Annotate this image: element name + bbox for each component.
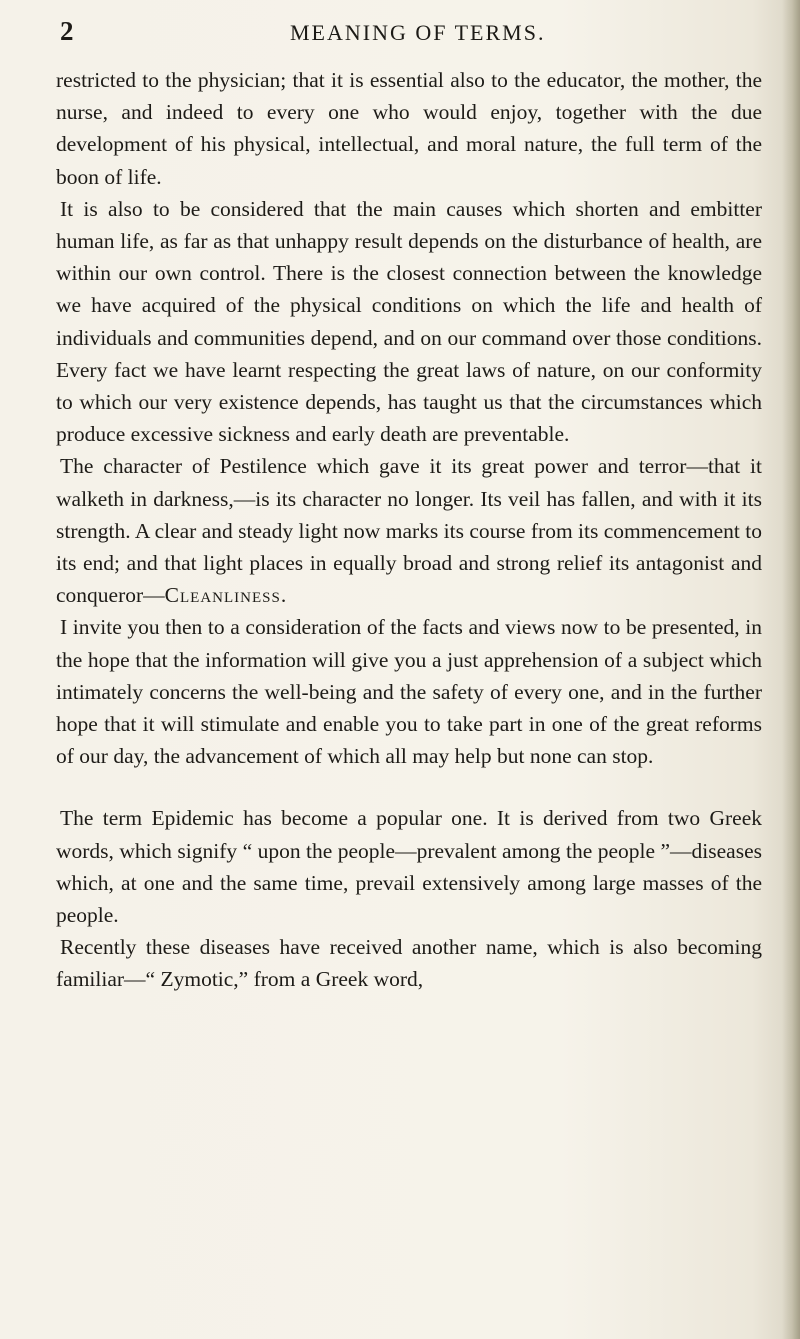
page-header [60,16,760,56]
cleanliness-emphasis: Cleanliness [164,583,281,608]
page-edge-shadow [782,0,800,1339]
paragraph-2: It is also to be considered that the main causes which shorten and embitter human life, as far as that unhappy result depends on the disturbance of health, are within our own control. There is the closest connection between the knowledge we have acquired of the physical conditions on which the life and health of individuals and communities depend, and on our command over those conditions. Every fact we have learnt respecting the great laws of nature, on our conformity to which our very existence depends, has taught us that the circumstances which produce excessive sickness and early death are preventable. [56,196,762,447]
paragraph-6: Recently these diseases have received another name, which is also becoming familiar—“ Zymotic,” from a Greek word, [56,935,762,992]
paragraph-3-text: The character of Pestilence which gave it its great power and terror—that it walketh in darkness,—is its character no longer. Its veil has fallen, and with it its strength. A clear and steady light now marks its course from its commencement to its end; and that light places in equally broad and strong relief its antagonist and conqueror— [56,454,762,608]
running-head: MEANING OF TERMS. [290,20,546,45]
paragraph-4: I invite you then to a consideration of the facts and views now to be presented, in the hope that the information will give you a just apprehension of a subject which intimately concerns the well-being and the safety of every one, and in the further hope that it will stimulate and enable you to take part in one of the great reforms of our day, the advancement of which all may help but none can stop. [56,615,762,769]
body-text [56,64,762,996]
paragraph-5: The term Epidemic has become a popular one. It is derived from two Greek words, which signify “ upon the people—prevalent among the people ”—diseases which, at one and the same time, prevail extensively among large masses of the people. [56,806,762,928]
paragraph-1: restricted to the physician; that it is essential also to the educator, the mother, the nurse, and indeed to every one who would enjoy, together with the due development of his physical, intellectual, and moral nature, the full term of the boon of life. [56,68,762,189]
paragraph-3-end: . [280,583,287,608]
page-number: 2 [60,16,74,46]
paragraph-3 [56,450,762,611]
